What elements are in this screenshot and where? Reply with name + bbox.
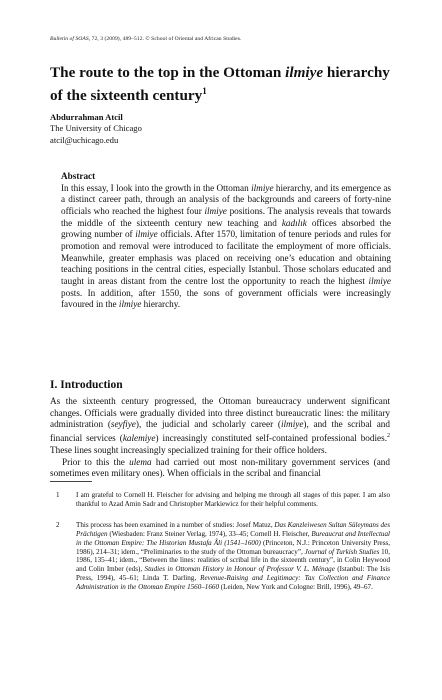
journal-name: Bulletin of SOAS bbox=[50, 36, 89, 42]
author-name: Abdurrahman Atcil bbox=[50, 112, 123, 122]
abstract-heading: Abstract bbox=[61, 171, 96, 181]
abstract-text: In this essay, I look into the growth in the Ottoman ilmiye hierarchy, and its emergence as a distinct career path, through an analysis of the backgrounds and careers of forty-nine officials who reached the highest four ilmiye positions. The analysis reveals that towards the middle of the sixteenth century new teaching and kadılık offices absorbed the growing number of ilmiye officials. After 1570, limitation of tenure periods and rules for promotion and removal were introduced to facilitate the employment of more officials. Meanwhile, greater emphasis was placed on receiving one’s education and obtaining teaching positions in the central cities, especially Istanbul. Those scholars educated and taught in areas distant from the centre lost the opportunity to reach the highest ilmiye posts. In addition, after 1550, the sons of government officials were increasingly favoured in the ilmiye hierarchy. bbox=[61, 182, 392, 310]
section-heading: I. Introduction bbox=[50, 379, 123, 391]
paragraph: As the sixteenth century progressed, the Ottoman bureaucracy underwent significant changes. Officials were gradually divided into three distinct bureaucratic lines: the military administration (seyfiye), the judicial and scholarly career (ilmiye), and the scribal and financial services (kalemiye) increasingly constituted self-contained professional bodies.$^2$ These lines sought increasingly specialized training for their office holders. bbox=[50, 396, 390, 455]
footnote-number: 1 bbox=[56, 491, 60, 499]
footnote-divider bbox=[50, 481, 92, 482]
footnote bbox=[50, 491, 390, 509]
footnote-marker[interactable]: 1 bbox=[202, 86, 207, 96]
paragraph: Prior to this the ulema had carried out most non-military government services (and sometimes even military ones). When officials in the scribal and financial bbox=[50, 456, 390, 479]
journal-citation: , 72, 3 (2009), 489–512. © School of Oriental and African Studies. bbox=[88, 36, 242, 42]
author-block bbox=[50, 112, 142, 146]
article-title: The route to the top in the Ottoman ilmiye hierarchy of the sixteenth century$^1$ bbox=[50, 64, 390, 105]
footnote-number: 2 bbox=[56, 521, 60, 529]
footnote bbox=[50, 521, 390, 592]
footnote-marker[interactable]: 2 bbox=[387, 433, 390, 440]
footnote-text: I am grateful to Cornell H. Fleischer for advising and helping me through all stages of this paper. I am also thankful to Azad Amin Sadr and Christopher Markiewicz for their helpful comments. bbox=[76, 491, 390, 508]
running-header bbox=[50, 36, 390, 42]
footnote-text: This process has been examined in a number of studies: Josef Matuz, Das Kanzleiwesen Sultan Süleymans des Prächtigen (Wiesbaden: Franz Steiner Verlag, 1974), 33–45; Cornell H. Fleischer, Bureaucrat and Intellectual in the Ottoman Empire: The Historian Mustafa Âli (1541–1600) (Princeton, N.J.: Princeton University Press, 1986), 214–31; idem., “Preliminaries to the study of the Ottoman bureaucracy”, Journal of Turkish Studies 10, 1986, 135–41; idem., “Between the lines: realities of scribal life in the sixteenth century”, in Colin Heywood and Colin Imber (eds), Studies in Ottoman History in Honour of Professor V. L. Ménage (Istanbul: The Isis Press, 1994), 45–61; Linda T. Darling, Revenue-Raising and Legitimacy: Tax Collection and Finance Administration in the Ottoman Empire 1560–1660 (Leiden, New York and Cologne: Brill, 1996), 49–67. bbox=[76, 521, 391, 591]
abstract bbox=[61, 171, 391, 311]
author-affiliation: The University of Chicago bbox=[50, 123, 142, 134]
body-text bbox=[50, 396, 390, 480]
author-email[interactable]: atcil@uchicago.edu bbox=[50, 134, 119, 145]
